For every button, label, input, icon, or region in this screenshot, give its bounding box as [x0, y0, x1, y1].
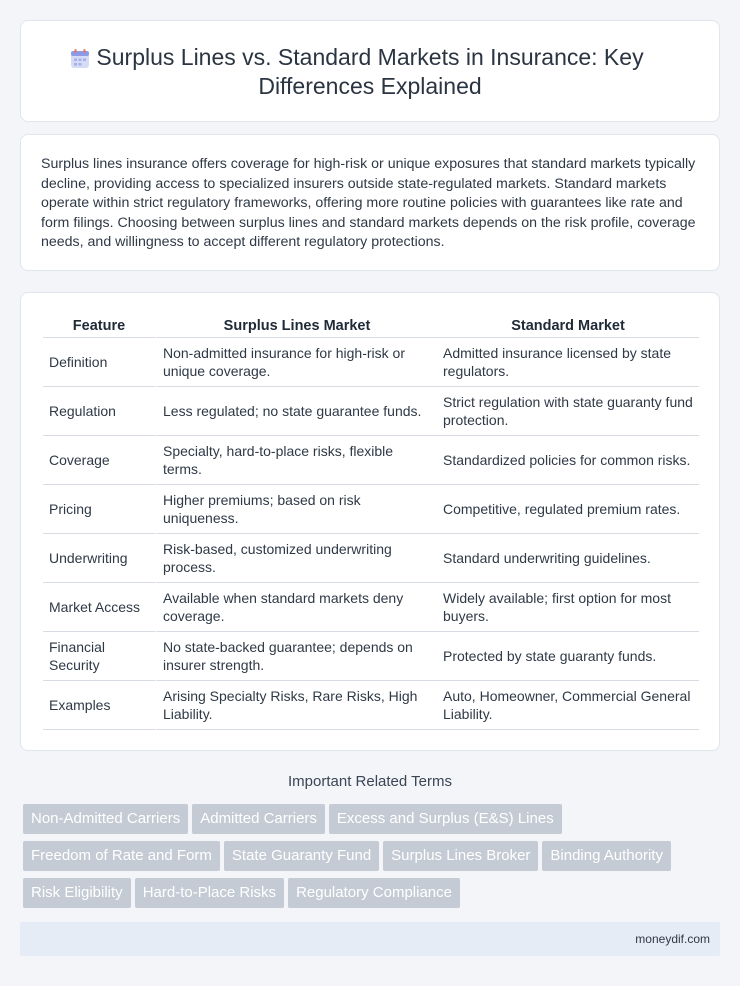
related-term-tag[interactable]: Surplus Lines Broker [383, 841, 538, 871]
feature-cell: Underwriting [43, 534, 157, 583]
title-card [20, 20, 720, 122]
related-term-tag[interactable]: State Guaranty Fund [224, 841, 379, 871]
tag-row [23, 878, 464, 908]
table-row [43, 485, 699, 534]
surplus-cell: Arising Specialty Risks, Rare Risks, High Liability. [157, 681, 437, 730]
tag-row [23, 804, 566, 834]
comparison-table-card [20, 292, 720, 751]
footer [20, 922, 720, 956]
intro-text: Surplus lines insurance offers coverage for high-risk or unique exposures that standard markets typically decline, providing access to specialized insurers outside state-regulated markets. Standard markets operate within strict regulatory frameworks, offering more routine policies with guarantees like rate and form filings. Choosing between surplus lines and standard markets depends on the risk profile, coverage needs, and willingness to accept different regulatory protections. [41, 156, 696, 251]
intro-card [20, 134, 720, 271]
related-term-tag[interactable]: Admitted Carriers [192, 804, 325, 834]
table-row [43, 338, 699, 387]
feature-cell: Pricing [43, 485, 157, 534]
header-standard-market: Standard Market [437, 318, 699, 338]
tag-row [23, 841, 675, 871]
standard-cell: Strict regulation with state guaranty fund protection. [437, 387, 699, 436]
comparison-table [43, 318, 699, 730]
feature-cell: Definition [43, 338, 157, 387]
table-row [43, 583, 699, 632]
standard-cell: Widely available; first option for most buyers. [437, 583, 699, 632]
table-row [43, 436, 699, 485]
page-title: Surplus Lines vs. Standard Markets in Insurance: Key Differences Explained [96, 44, 644, 99]
feature-cell: Examples [43, 681, 157, 730]
surplus-cell: Specialty, hard-to-place risks, flexible terms. [157, 436, 437, 485]
surplus-cell: Less regulated; no state guarantee funds. [157, 387, 437, 436]
surplus-cell: Non-admitted insurance for high-risk or unique coverage. [157, 338, 437, 387]
feature-cell: Market Access [43, 583, 157, 632]
header-surplus-lines: Surplus Lines Market [157, 318, 437, 338]
feature-cell: Coverage [43, 436, 157, 485]
related-term-tag[interactable]: Hard-to-Place Risks [135, 878, 284, 908]
table-row [43, 681, 699, 730]
related-terms-title: Important Related Terms [288, 773, 452, 790]
table-row [43, 534, 699, 583]
standard-cell: Admitted insurance licensed by state regulators. [437, 338, 699, 387]
related-term-tag[interactable]: Binding Authority [542, 841, 671, 871]
standard-cell: Competitive, regulated premium rates. [437, 485, 699, 534]
related-term-tag[interactable]: Non-Admitted Carriers [23, 804, 188, 834]
standard-cell: Standard underwriting guidelines. [437, 534, 699, 583]
header-feature: Feature [43, 318, 157, 338]
standard-cell: Protected by state guaranty funds. [437, 632, 699, 681]
surplus-cell: No state-backed guarantee; depends on insurer strength. [157, 632, 437, 681]
related-term-tag[interactable]: Risk Eligibility [23, 878, 131, 908]
surplus-cell: Higher premiums; based on risk uniqueness. [157, 485, 437, 534]
site-name[interactable]: moneydif.com [635, 932, 710, 946]
table-header-row [43, 318, 699, 338]
related-term-tag[interactable]: Freedom of Rate and Form [23, 841, 220, 871]
table-row [43, 632, 699, 681]
feature-cell: Regulation [43, 387, 157, 436]
feature-cell: Financial Security [43, 632, 157, 681]
related-term-tag[interactable]: Regulatory Compliance [288, 878, 460, 908]
surplus-cell: Available when standard markets deny coverage. [157, 583, 437, 632]
surplus-cell: Risk-based, customized underwriting process. [157, 534, 437, 583]
standard-cell: Standardized policies for common risks. [437, 436, 699, 485]
table-row [43, 387, 699, 436]
standard-cell: Auto, Homeowner, Commercial General Liability. [437, 681, 699, 730]
related-term-tag[interactable]: Excess and Surplus (E&S) Lines [329, 804, 562, 834]
